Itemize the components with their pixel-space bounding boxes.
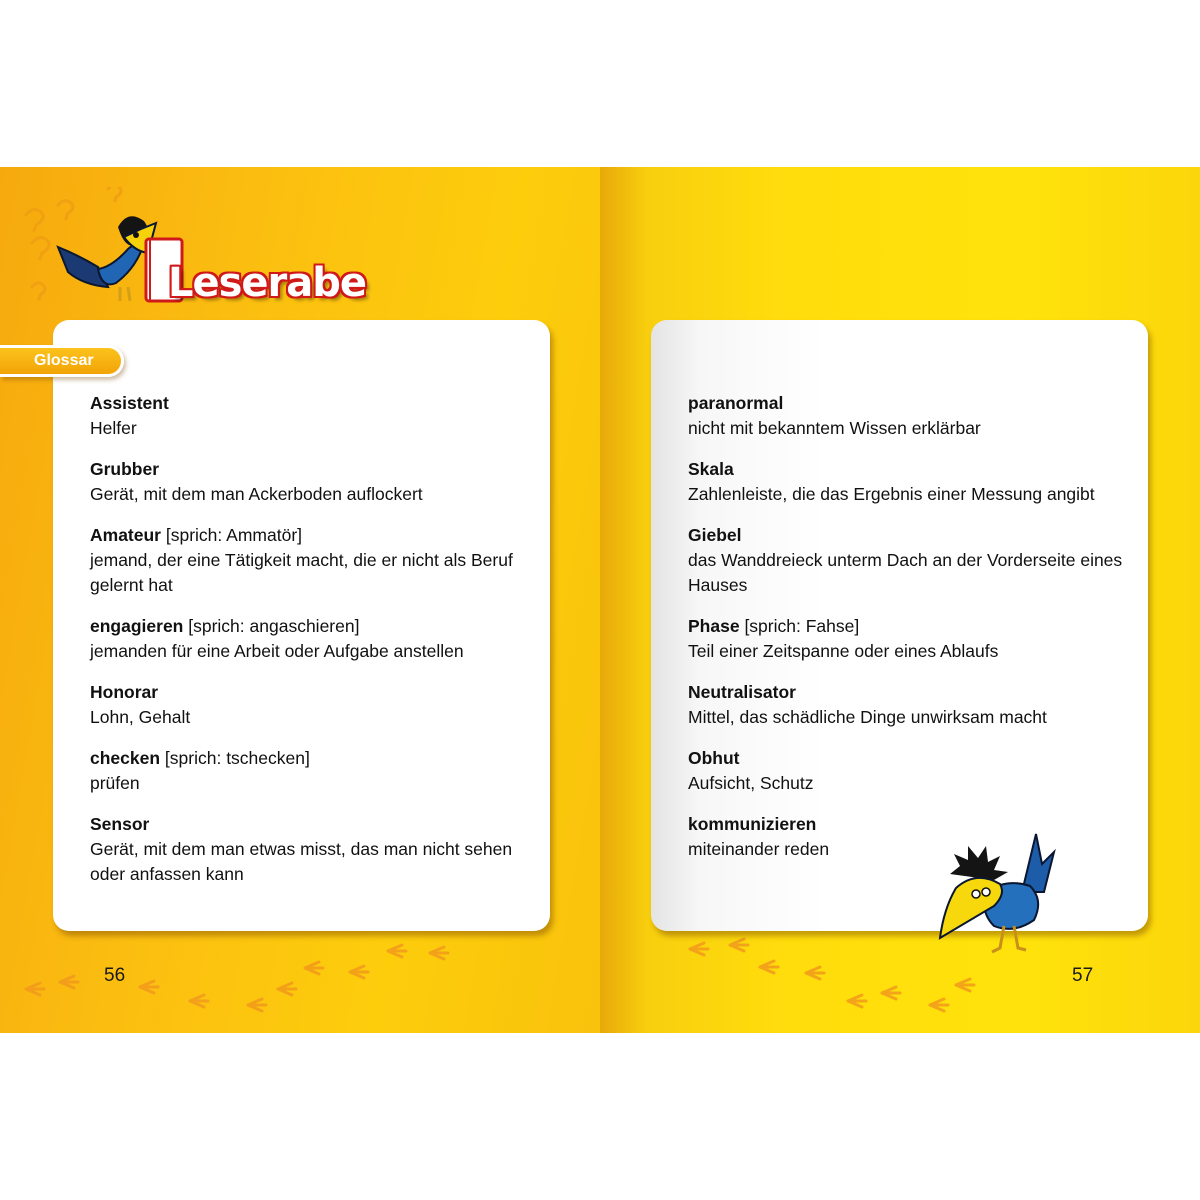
section-tab-glossar: Glossar — [0, 345, 124, 377]
entry-term-line — [90, 391, 530, 416]
entry-term-line — [90, 523, 530, 548]
page-number-right: 57 — [1072, 965, 1094, 986]
entry-definition: prüfen — [90, 773, 140, 793]
entry-term: checken — [90, 748, 161, 768]
leserabe-logo — [18, 187, 367, 307]
entry-term: paranormal — [688, 393, 784, 413]
glossary-entry — [688, 614, 1128, 664]
entry-term: Skala — [688, 459, 734, 479]
entry-definition: jemanden für eine Arbeit oder Aufgabe anstellen — [90, 641, 464, 661]
entry-pronunciation: [sprich: angaschieren] — [188, 616, 360, 636]
entry-term-line — [688, 746, 1128, 771]
glossary-entry — [688, 680, 1128, 730]
entry-definition: nicht mit bekanntem Wissen erklärbar — [688, 418, 981, 438]
entry-definition: Gerät, mit dem man etwas misst, das man nicht sehen oder anfassen kann — [90, 839, 513, 884]
entry-definition: Mittel, das schädliche Dinge unwirksam macht — [688, 707, 1047, 727]
glossary-entry — [90, 614, 530, 664]
entry-definition: jemand, der eine Tätigkeit macht, die er nicht als Beruf gelernt hat — [90, 550, 513, 595]
entry-term-line — [688, 457, 1128, 482]
entry-term: Giebel — [688, 525, 742, 545]
left-page — [0, 167, 600, 1033]
entry-term: Honorar — [90, 682, 159, 702]
entry-term: kommunizieren — [688, 814, 817, 834]
glossary-entry — [688, 746, 1128, 796]
glossary-entry — [90, 812, 530, 887]
glossary-entry — [90, 391, 530, 441]
entry-definition: miteinander reden — [688, 839, 830, 859]
entry-definition: Zahlenleiste, die das Ergebnis einer Messung angibt — [688, 484, 1095, 504]
entry-term-line — [688, 523, 1128, 548]
glossary-list-right — [688, 391, 1128, 878]
entry-pronunciation: [sprich: Ammatör] — [165, 525, 303, 545]
entry-definition: Aufsicht, Schutz — [688, 773, 814, 793]
entry-definition: Gerät, mit dem man Ackerboden auflockert — [90, 484, 423, 504]
entry-definition: Helfer — [90, 418, 137, 438]
entry-definition: Teil einer Zeitspanne oder eines Ablaufs — [688, 641, 999, 661]
entry-term: Neutralisator — [688, 682, 796, 702]
entry-term-line — [90, 614, 530, 639]
entry-term-line — [688, 391, 1128, 416]
entry-pronunciation: [sprich: tschecken] — [164, 748, 310, 768]
entry-pronunciation: [sprich: Fahse] — [744, 616, 860, 636]
entry-term: Amateur — [90, 525, 161, 545]
entry-term: Phase — [688, 616, 740, 636]
page-number-left: 56 — [104, 965, 126, 986]
glossary-entry — [90, 523, 530, 598]
entry-term: Obhut — [688, 748, 740, 768]
glossary-card-right — [651, 320, 1148, 931]
entry-definition: das Wanddreieck unterm Dach an der Vorderseite eines Hauses — [688, 550, 1123, 595]
entry-term-line — [90, 812, 530, 837]
glossary-entry — [688, 391, 1128, 441]
entry-term: Grubber — [90, 459, 160, 479]
glossary-entry — [90, 680, 530, 730]
entry-definition: Lohn, Gehalt — [90, 707, 191, 727]
entry-term: engagieren — [90, 616, 184, 636]
raven-illustration-icon — [930, 822, 1070, 962]
glossary-list-left — [90, 391, 530, 903]
right-page — [600, 167, 1200, 1033]
book-spread — [0, 167, 1200, 1033]
entry-term-line — [90, 457, 530, 482]
glossary-card-left — [53, 320, 550, 931]
glossary-entry — [90, 457, 530, 507]
entry-term-line — [688, 614, 1128, 639]
entry-term-line — [90, 680, 530, 705]
entry-term-line — [90, 746, 530, 771]
glossary-entry — [688, 457, 1128, 507]
glossary-entry — [90, 746, 530, 796]
entry-term: Sensor — [90, 814, 150, 834]
glossary-entry — [688, 523, 1128, 598]
entry-term-line — [688, 680, 1128, 705]
logo-wordmark: Leserabe — [168, 260, 367, 306]
entry-term: Assistent — [90, 393, 169, 413]
